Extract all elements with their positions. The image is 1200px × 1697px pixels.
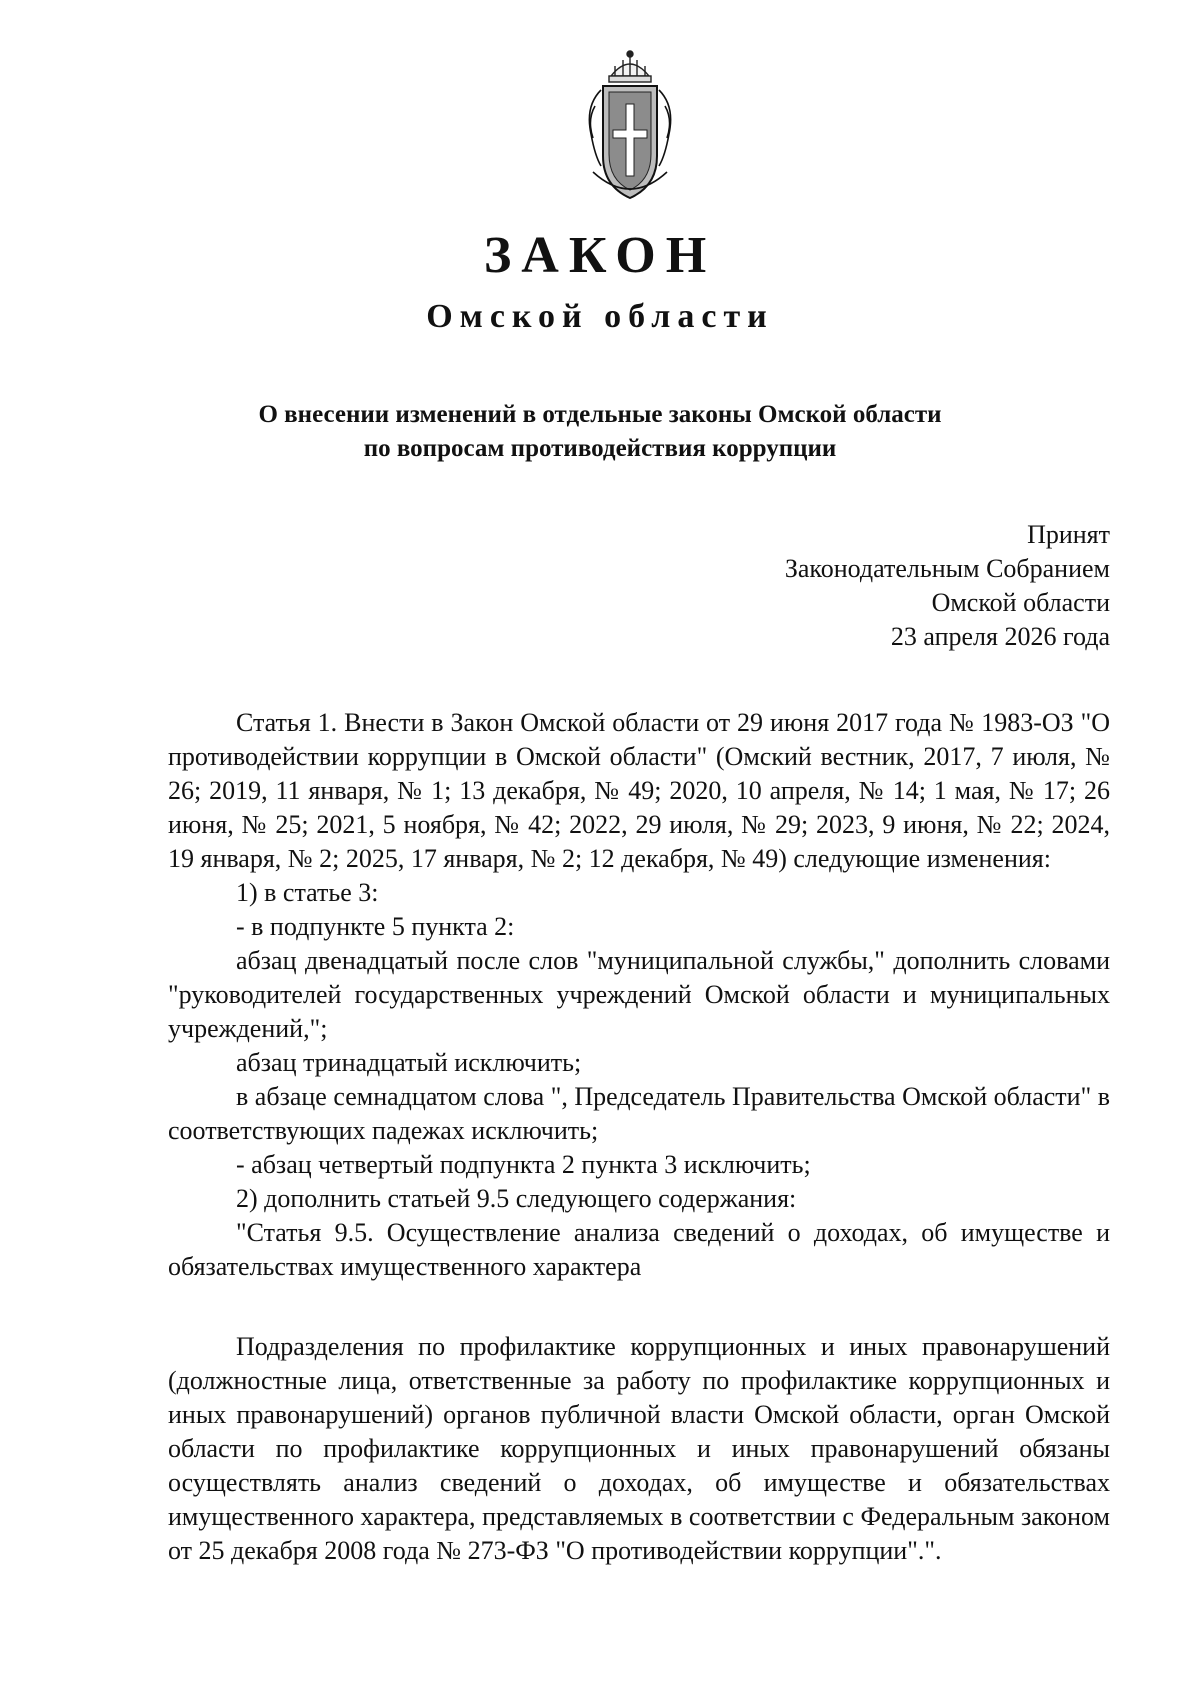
subitem-line: - в подпункте 5 пункта 2: [236, 912, 515, 941]
coat-of-arms-emblem [571, 46, 689, 206]
paragraph-13-exclusion: абзац тринадцатый исключить; [236, 1048, 582, 1077]
article-1-paragraph: Статья 1. Внести в Закон Омской области от 29 июня 2017 года № 1983-ОЗ "О противодействии коррупции в Омской области" (Омский вестник, 2017, 7 июля, № 26; 2019, 11 января, № 1; 13 декабря, № 49; 2020, 10 апреля, № 14; 1 мая, № 17; 26 июня, № 25; 2021, 5 ноября, № 42; 2022, 29 июля, № 29; 2023, 9 июня, № 22; 2024, 19 января, № 2; 2025, 17 января, № 2; 12 декабря, № 49) следующие изменения: [168, 708, 1110, 873]
point-3-exclusion: - абзац четвертый подпункта 2 пункта 3 исключить; [236, 1150, 811, 1179]
law-title: ЗАКОН [483, 227, 717, 284]
law-region: Омской области [426, 298, 774, 335]
law-subject [0, 398, 1200, 466]
adoption-line-2: Законодательным Собранием [784, 554, 1110, 583]
item-1-line: 1) в статье 3: [236, 878, 379, 907]
paragraph-17-amendment: в абзаце семнадцатом слова ", Председатель Правительства Омской области" в соответствующих падежах исключить; [168, 1082, 1110, 1145]
adoption-line-3: Омской области [931, 588, 1110, 617]
law-subject-line-1: О внесении изменений в отдельные законы Омской области [258, 401, 942, 428]
adoption-date: 23 апреля 2026 года [890, 622, 1110, 651]
paragraph-gap [168, 1284, 1110, 1330]
adoption-line-1: Принят [1027, 520, 1110, 549]
law-body [168, 706, 1110, 1568]
item-2-line: 2) дополнить статьей 9.5 следующего содержания: [236, 1184, 797, 1213]
article-9-5-text: Подразделения по профилактике коррупционных и иных правонарушений (должностные лица, ответственные за работу по профилактике коррупционных и иных правонарушений) органов публичной власти Омской области, орган Омской области по профилактике коррупционных и иных правонарушений обязаны осуществлять анализ сведений о доходах, об имуществе и обязательствах имущественного характера, представляемых в соответствии с Федеральным законом от 25 декабря 2008 года № 273-ФЗ "О противодействии коррупции".". [168, 1332, 1110, 1565]
adoption-block [785, 518, 1110, 654]
article-9-5-heading: "Статья 9.5. Осуществление анализа сведений о доходах, об имуществе и обязательствах имущественного характера [168, 1218, 1110, 1281]
paragraph-12-amendment: абзац двенадцатый после слов "муниципальной службы," дополнить словами "руководителей государственных учреждений Омской области и муниципальных учреждений,"; [168, 946, 1110, 1043]
law-subject-line-2: по вопросам противодействия коррупции [363, 435, 837, 462]
